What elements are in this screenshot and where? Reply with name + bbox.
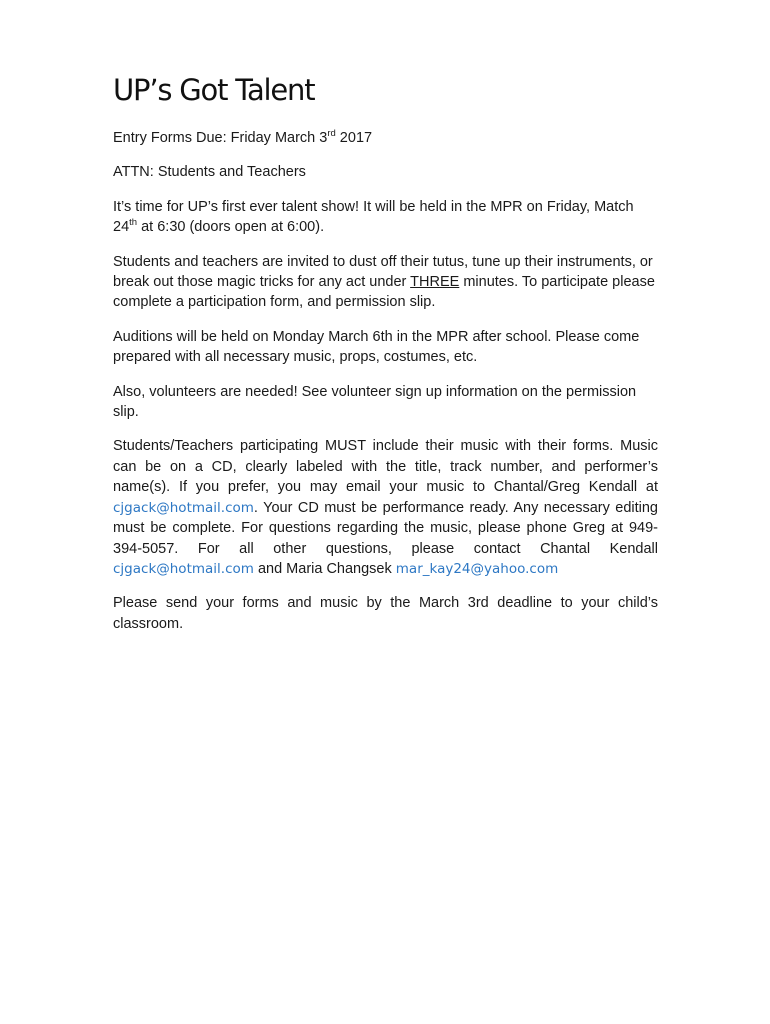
invite-text: Students and teachers are invited to dust off their tutus, tune up their instruments, or break out those magic tricks for any act under <box>113 253 653 291</box>
music-text-maria: and Maria Changsek <box>253 560 396 577</box>
closing-paragraph: Please send your forms and music by the March 3rd deadline to your child’s classroom. <box>113 595 658 632</box>
due-date-ordinal: rd <box>327 128 336 139</box>
intro-text: It’s time for UP’s first ever talent show! It will be held in the MPR on Friday, Match 24 <box>113 198 634 236</box>
music-text: Students/Teachers participating MUST include their music with their forms. Music can be on a CD, clearly labeled with the title, track number, and performer’s name(s). If you prefer, you may email your music to Chantal/Greg Kendall at <box>113 438 658 496</box>
intro-paragraph <box>113 197 658 238</box>
intro-ordinal: th <box>129 217 138 229</box>
due-date-line <box>113 128 658 148</box>
page-title: UP’s Got Talent <box>113 73 315 107</box>
volunteers-paragraph: Also, volunteers are needed! See volunteer sign up information on the permission slip. <box>113 383 637 421</box>
attn-line: ATTN: Students and Teachers <box>113 164 306 181</box>
due-date-year: 2017 <box>335 130 373 146</box>
email-link-maria[interactable]: mar_kay24@yahoo.com <box>395 560 559 577</box>
due-date-text: Entry Forms Due: Friday March 3 <box>113 130 328 146</box>
document-page <box>113 70 658 648</box>
email-link-chantal[interactable]: cjgack@hotmail.com <box>113 560 254 577</box>
music-text-cd: . Your CD must be performance ready. Any necessary editing must be complete. For questions regarding the music, please phone Greg at 949-394-5057. For all other questions, please contact Chantal Kendall <box>113 499 658 557</box>
three-minutes-emphasis: THREE <box>410 274 460 291</box>
invite-paragraph <box>113 252 658 313</box>
invite-text-end: minutes. To participate please complete a participation form, and permission slip. <box>113 274 655 311</box>
music-paragraph <box>113 436 658 579</box>
auditions-paragraph: Auditions will be held on Monday March 6th in the MPR after school. Please come prepared with all necessary music, props, costumes, etc. <box>113 328 640 366</box>
intro-time: at 6:30 (doors open at 6:00). <box>137 219 325 236</box>
email-link-music[interactable]: cjgack@hotmail.com <box>113 499 254 516</box>
